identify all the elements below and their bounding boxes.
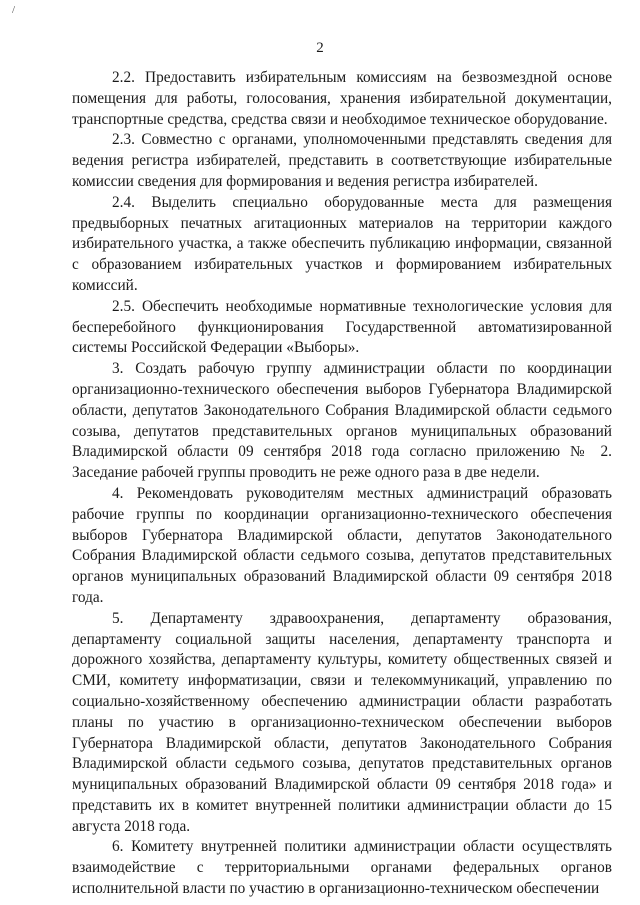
- page-number: 2: [316, 40, 324, 56]
- document-body: [72, 68, 612, 900]
- paragraph-2-5: 2.5. Обеспечить необходимые нормативные технологические условия для бесперебойного функционирования Государственной автоматизированной системы Российской Федерации «Выборы».: [72, 297, 612, 357]
- paragraph-3: 3. Создать рабочую группу администрации области по координации организационно-технического обеспечения выборов Губернатора Владимирской области, депутатов Законодательного Собрания Владимирской области седьмого созыва, депутатов представительных органов муниципальных образований Владимирской области 09 сентября 2018 года согласно приложению № 2. Заседание рабочей группы проводить не реже одного раза в две недели.: [72, 360, 612, 482]
- paragraph-2-3: 2.3. Совместно с органами, уполномоченными представлять сведения для ведения регистра избирателей, представить в соответствующие избирательные комиссии сведения для формирования и ведения регистра избирателей.: [72, 131, 612, 190]
- paragraph-4: 4. Рекомендовать руководителям местных администраций образовать рабочие группы по координации организационно-технического обеспечения выборов Губернатора Владимирской области, депутатов Законодательного Собрания Владимирской области седьмого созыва, депутатов представительных органов муниципальных образований Владимирской области 09 сентября 2018 года.: [72, 484, 612, 606]
- corner-mark: /: [12, 4, 16, 16]
- paragraph-6: 6. Комитету внутренней политики администрации области осуществлять взаимодействие с территориальными органами федеральных органов исполнительной власти по участию в организационно-техническом обеспечении: [72, 838, 612, 898]
- paragraph-2-2: 2.2. Предоставить избирательным комиссиям на безвозмездной основе помещения для работы, голосования, хранения избирательной документации, транспортные средства, средства связи и необходимое техническое оборудование.: [72, 69, 612, 128]
- paragraph-2-4: 2.4. Выделить специально оборудованные места для размещения предвыборных печатных агитационных материалов на территории каждого избирательного участка, а также обеспечить публикацию информации, связанной с образованием избирательных участков и формированием избирательных комиссий.: [72, 193, 612, 294]
- paragraph-5: 5. Департаменту здравоохранения, департаменту образования, департаменту социальной защиты населения, департаменту транспорта и дорожного хозяйства, департаменту культуры, комитету общественных связей и СМИ, комитету информатизации, связи и телекоммуникаций, управлению по социально-хозяйственному обеспечению администрации области разработать планы по участию в организационно-техническом обеспечении выборов Губернатора Владимирской области, депутатов Законодательного Собрания Владимирской области седьмого созыва, депутатов представительных органов муниципальных образований Владимирской области 09 сентября 2018 года» и представить их в комитет внутренней политики администрации области до 15 августа 2018 года.: [72, 609, 612, 835]
